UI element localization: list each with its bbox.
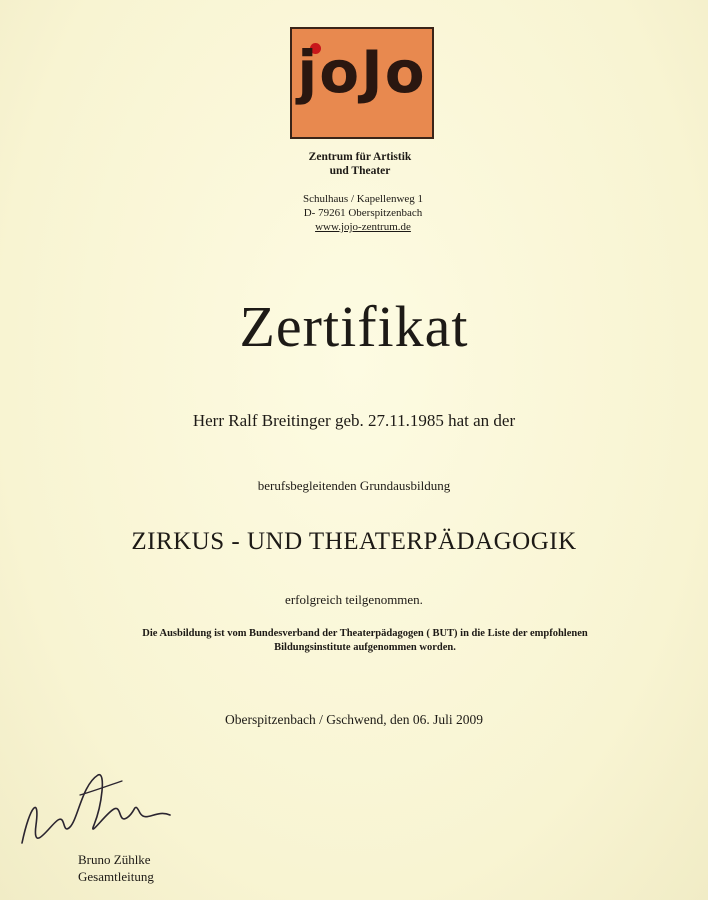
handwritten-signature <box>10 765 180 860</box>
signer-name: Bruno Zühlke <box>78 852 151 867</box>
address-line2: D- 79261 Oberspitzenbach <box>303 207 423 219</box>
logo-text: joJo <box>297 38 427 106</box>
signer-block <box>78 851 154 885</box>
accreditation-note <box>60 627 670 655</box>
program-type: berufsbegleitenden Grundausbildung <box>257 478 451 493</box>
organization-name <box>250 150 470 178</box>
jojo-logo <box>290 27 434 139</box>
result-text: erfolgreich teilgenommen. <box>285 592 423 607</box>
certificate-title: Zertifikat <box>239 294 469 359</box>
place-date: Oberspitzenbach / Gschwend, den 06. Juli 2009 <box>225 712 483 727</box>
note-line1: Die Ausbildung ist vom Bundesverband der Theaterpädagogen ( BUT) in die Liste der empfohlenen <box>142 628 588 639</box>
organization-name-line2: und Theater <box>329 165 391 177</box>
website-link[interactable]: www.jojo-zentrum.de <box>315 221 411 233</box>
note-line2: Bildungsinstitute aufgenommen worden. <box>274 642 456 653</box>
signer-role: Gesamtleitung <box>78 869 154 884</box>
address-line1: Schulhaus / Kapellenweg 1 <box>302 193 424 205</box>
course-name: ZIRKUS - UND THEATERPÄDAGOGIK <box>131 528 577 555</box>
participant-line: Herr Ralf Breitinger geb. 27.11.1985 hat an der <box>192 411 516 430</box>
organization-address <box>258 192 468 234</box>
organization-name-line1: Zentrum für Artistik <box>308 151 412 163</box>
